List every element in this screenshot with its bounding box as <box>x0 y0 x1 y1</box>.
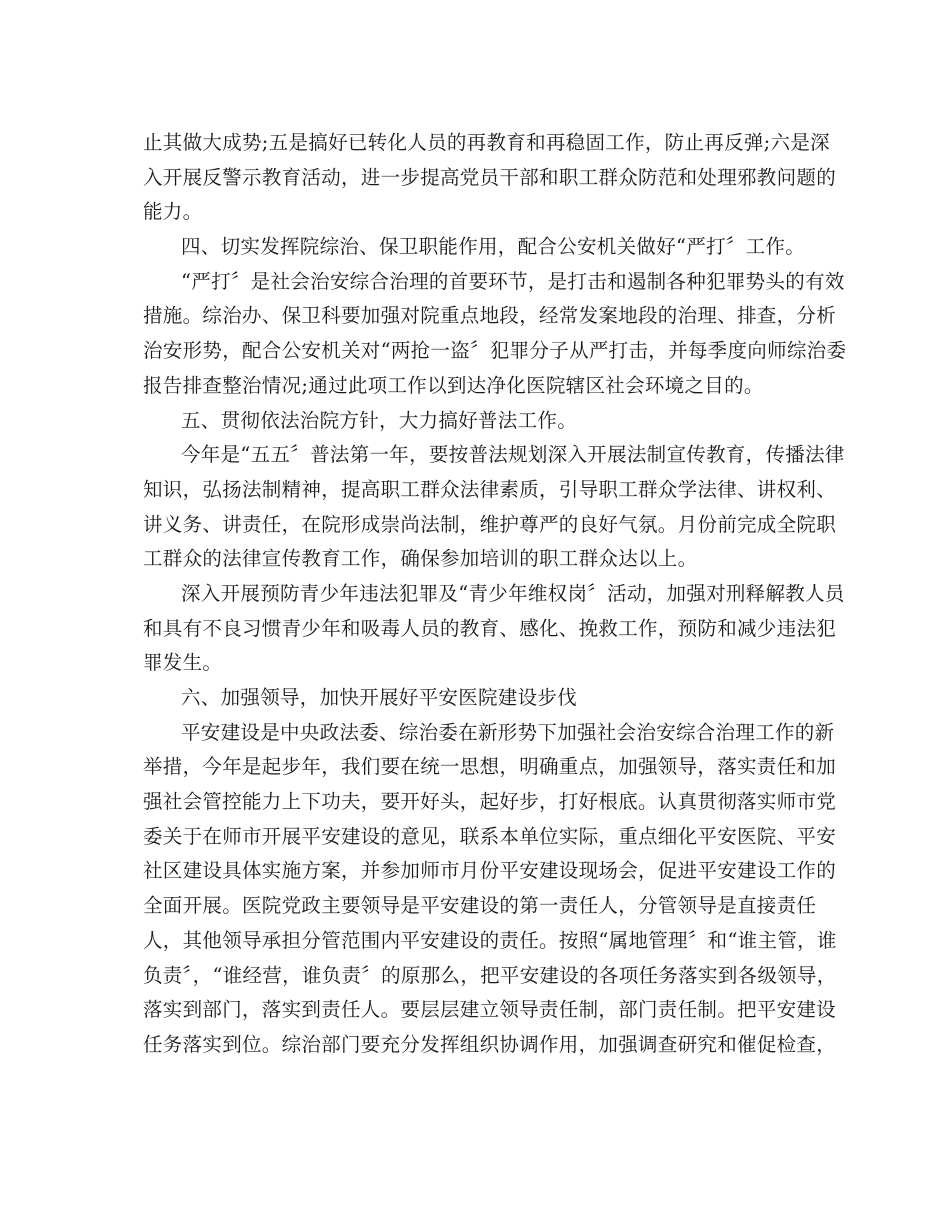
text-line: 今年是“五五〞普法第一年，要按普法规划深入开展法制宣传教育，传播法律 <box>181 443 845 467</box>
text-line: 社区建设具体实施方案，并参加师市月份平安建设现场会，促进平安建设工作的 <box>143 859 837 883</box>
text-line: “严打〞是社会治安综合治理的首要环节，是打击和遏制各种犯罪势头的有效 <box>181 269 845 293</box>
text-line: 治安形势，配合公安机关对“两抢一盗〞犯罪分子从严打击，并每季度向师综治委 <box>143 339 847 363</box>
text-line: 强社会管控能力上下功夫，要开好头，起好步，打好根底。认真贯彻落实师市党 <box>143 790 837 814</box>
text-line: 委关于在师市开展平安建设的意见，联系本单位实际，重点细化平安医院、平安 <box>143 824 837 848</box>
text-line: 平安建设是中央政法委、综治委在新形势下加强社会治安综合治理工作的新 <box>181 720 835 744</box>
text-line: 人，其他领导承担分管范围内平安建设的责任。按照“属地管理〞和“谁主管，谁 <box>143 928 837 952</box>
text-line: 举措，今年是起步年，我们要在统一思想，明确重点，加强领导，落实责任和加 <box>143 755 837 779</box>
text-line: 四、切实发挥院综治、保卫职能作用，配合公安机关做好“严打〞工作。 <box>181 235 806 259</box>
text-line: 六、加强领导，加快开展好平安医院建设步伐 <box>181 686 578 709</box>
text-line: 任务落实到位。综治部门要充分发挥组织协调作用，加强调查研究和催促检查， <box>143 1032 837 1056</box>
text-line: 报告排查整治情况;通过此项工作以到达净化医院辖区社会环境之目的。 <box>143 373 764 397</box>
text-line: 全面开展。医院党政主要领导是平安建设的第一责任人，分管领导是直接责任 <box>143 894 817 918</box>
text-line: 工群众的法律宣传教育工作，确保参加培训的职工群众达以上。 <box>143 547 698 571</box>
text-line: 罪发生。 <box>143 651 223 675</box>
text-line: 深入开展预防青少年违法犯罪及“青少年维权岗〞活动，加强对刑释解教人员 <box>181 581 845 605</box>
text-line: 五、贯彻依法治院方针，大力搞好普法工作。 <box>181 408 578 432</box>
text-line: 措施。综治办、保卫科要加强对院重点地段，经常发案地段的治理、排查，分析 <box>143 304 837 328</box>
text-line: 入开展反警示教育活动，进一步提高党员干部和职工群众防范和处理邪教问题的 <box>143 165 837 189</box>
text-line: 负责〞，“谁经营，谁负责〞的原那么，把平安建设的各项任务落实到各级领导， <box>143 963 837 987</box>
text-line: 和具有不良习惯青少年和吸毒人员的教育、感化、挽救工作，预防和减少违法犯 <box>143 616 837 640</box>
text-line: 能力。 <box>143 200 203 224</box>
text-line: 止其做大成势;五是搞好已转化人员的再教育和再稳固工作，防止再反弹;六是深 <box>143 131 830 154</box>
document-body <box>143 126 847 1063</box>
text-line: 讲义务、讲责任，在院形成崇尚法制，维护尊严的良好气氛。月份前完成全院职 <box>143 512 837 536</box>
text-line: 知识，弘扬法制精神，提高职工群众法律素质，引导职工群众学法律、讲权利、 <box>143 477 837 501</box>
text-line: 落实到部门，落实到责任人。要层层建立领导责任制，部门责任制。把平安建设 <box>143 998 837 1022</box>
